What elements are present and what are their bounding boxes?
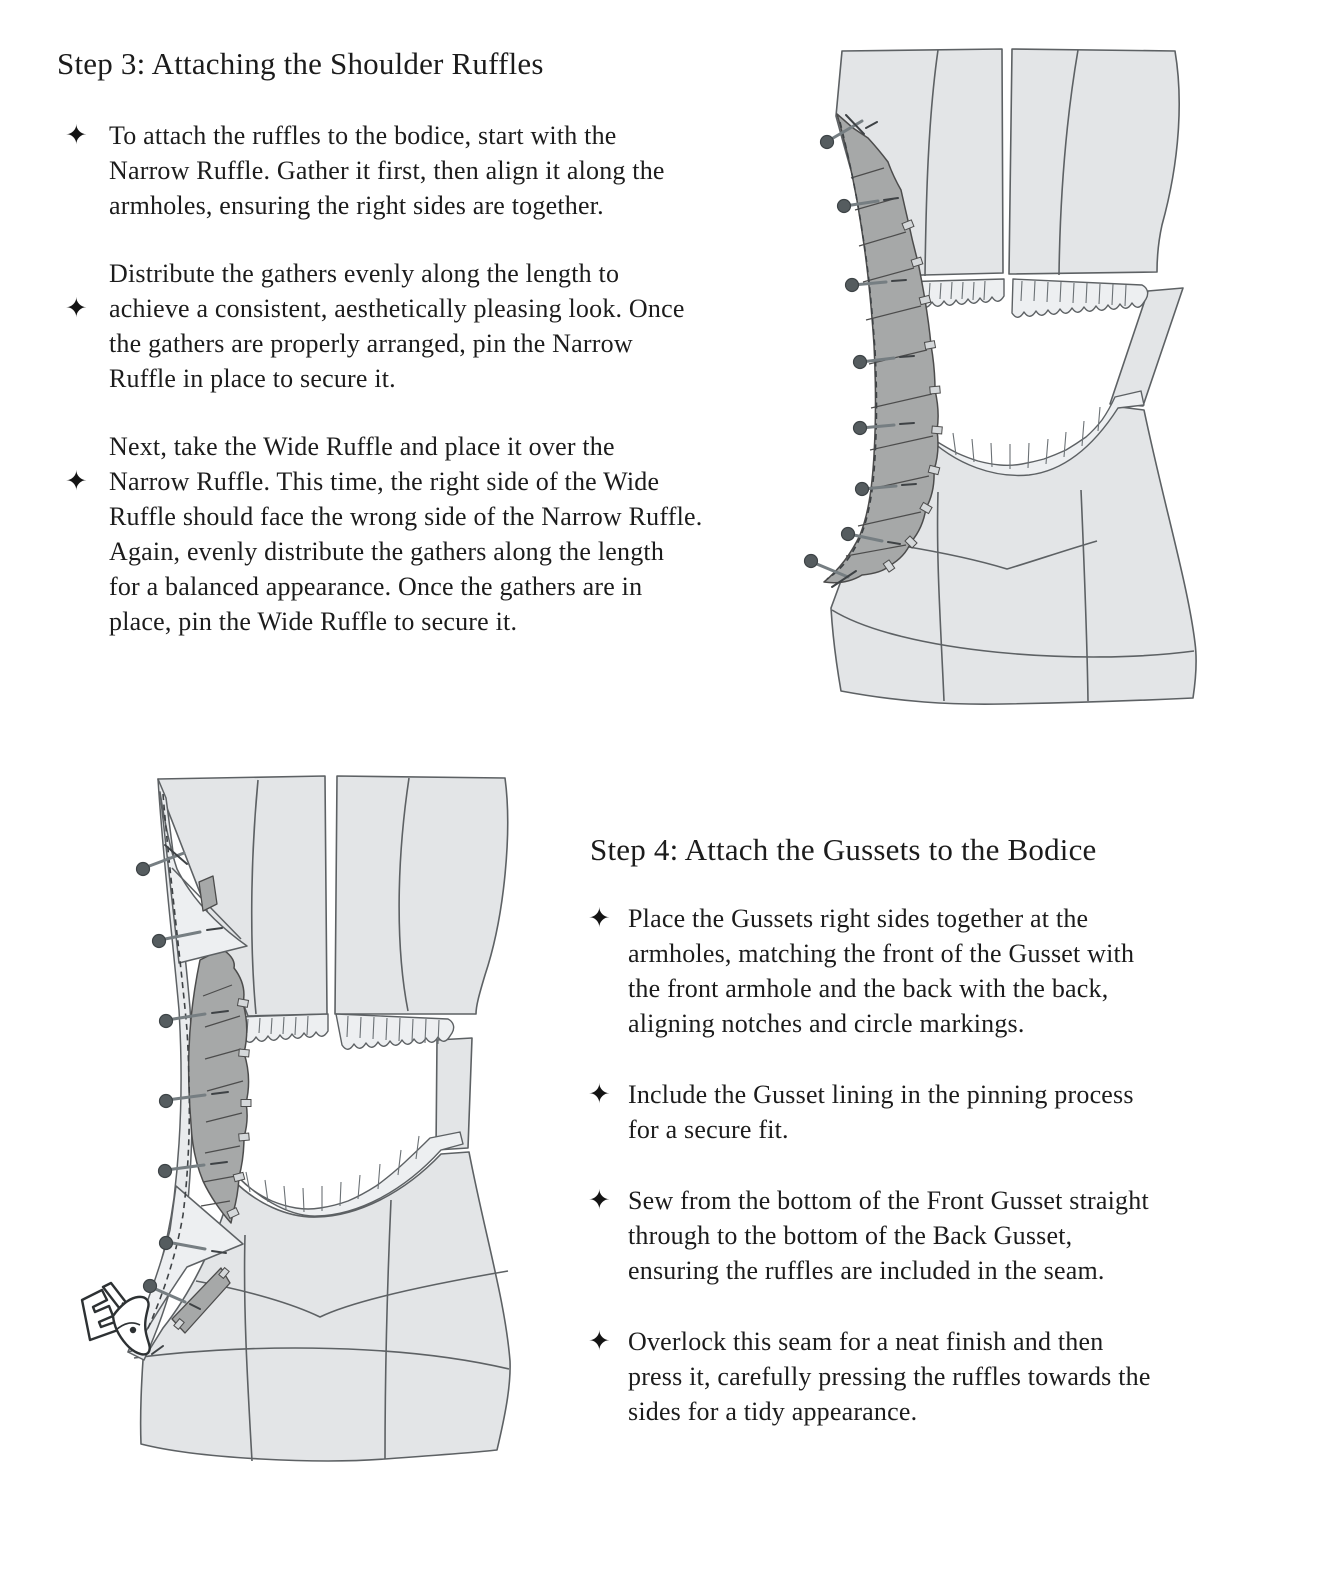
bullet-line: Overlock this seam for a neat finish and then xyxy=(628,1327,1104,1356)
pin-head-icon xyxy=(821,136,834,149)
waist-ruffle-trim-left xyxy=(237,1014,328,1042)
pin-head-icon xyxy=(838,200,851,213)
bullet-line: place, pin the Wide Ruffle to secure it. xyxy=(109,607,518,636)
bullet-line: Include the Gusset lining in the pinning process xyxy=(628,1080,1134,1109)
bullet-line: armholes, matching the front of the Gusset with xyxy=(628,939,1135,968)
four-pointed-star-icon: ✦ xyxy=(588,1185,611,1216)
bullet-line: Ruffle should face the wrong side of the Narrow Ruffle. xyxy=(109,502,703,531)
list-item xyxy=(588,1077,1151,1147)
pin-head-icon xyxy=(160,1015,173,1028)
bullet-line: Next, take the Wide Ruffle and place it over the xyxy=(109,432,615,461)
step3-bullet-list xyxy=(63,118,702,672)
pin-head-icon xyxy=(137,863,150,876)
bullet-line: through to the bottom of the Back Gusset, xyxy=(628,1221,1073,1250)
list-item xyxy=(588,901,1151,1041)
pin-heads xyxy=(137,863,173,1293)
step4-section xyxy=(590,832,1097,868)
figure-top-right xyxy=(790,30,1200,710)
bullet-line: Place the Gussets right sides together at the xyxy=(628,904,1089,933)
bullet-line: for a balanced appearance. Once the gathers are in xyxy=(109,572,643,601)
pin-head-icon xyxy=(846,279,859,292)
four-pointed-star-icon: ✦ xyxy=(65,120,88,151)
upper-back-panel-right xyxy=(335,776,508,1014)
four-pointed-star-icon: ✦ xyxy=(65,293,88,324)
pin-head-icon xyxy=(854,356,867,369)
pin-head-icon xyxy=(805,555,818,568)
bullet-line: achieve a consistent, aesthetically pleasing look. Once xyxy=(109,294,685,323)
bullet-line: ensuring the ruffles are included in the seam. xyxy=(628,1256,1105,1285)
pin-head-icon xyxy=(153,935,166,948)
waist-ruffle-trim-right xyxy=(1012,279,1148,317)
four-pointed-star-icon: ✦ xyxy=(588,1079,611,1110)
bullet-line: Narrow Ruffle. Gather it first, then align it along the xyxy=(109,156,665,185)
bullet-line: sides for a tidy appearance. xyxy=(628,1397,918,1426)
list-item xyxy=(588,1324,1151,1429)
step4-bullet-list xyxy=(588,901,1151,1465)
four-pointed-star-icon: ✦ xyxy=(588,903,611,934)
step3-section xyxy=(57,46,544,82)
list-item xyxy=(63,429,702,639)
bullet-line: the gathers are properly arranged, pin the Narrow xyxy=(109,329,633,358)
pin-head-icon xyxy=(160,1095,173,1108)
bullet-line: Again, evenly distribute the gathers along the length xyxy=(109,537,665,566)
presser-foot-icon xyxy=(82,1283,150,1354)
list-item xyxy=(63,118,702,223)
bullet-line: Ruffle in place to secure it. xyxy=(109,364,396,393)
step4-heading: Step 4: Attach the Gussets to the Bodice xyxy=(590,832,1097,867)
bullet-line: Distribute the gathers evenly along the length to xyxy=(109,259,620,288)
bullet-line: aligning notches and circle markings. xyxy=(628,1009,1025,1038)
bullet-line: Sew from the bottom of the Front Gusset straight xyxy=(628,1186,1149,1215)
pin-head-icon xyxy=(842,528,855,541)
bullet-line: press it, carefully pressing the ruffles towards the xyxy=(628,1362,1151,1391)
bullet-line: Narrow Ruffle. This time, the right side of the Wide xyxy=(109,467,660,496)
four-pointed-star-icon: ✦ xyxy=(65,466,88,497)
upper-back-panel-right xyxy=(1009,49,1179,274)
bullet-line: To attach the ruffles to the bodice, start with the xyxy=(109,121,617,150)
pin-head-icon xyxy=(856,483,869,496)
list-item xyxy=(588,1183,1151,1288)
pin-head-icon xyxy=(160,1237,173,1250)
bodice-illustration-wide-ruffle xyxy=(70,770,530,1470)
waist-ruffle-trim-right xyxy=(336,1014,454,1049)
list-item xyxy=(63,256,702,396)
bodice-illustration-narrow-ruffle xyxy=(790,30,1200,710)
figure-bottom-left xyxy=(70,770,530,1470)
pin-head-icon xyxy=(144,1280,157,1293)
step3-heading: Step 3: Attaching the Shoulder Ruffles xyxy=(57,46,544,81)
bullet-line: the front armhole and the back with the back, xyxy=(628,974,1109,1003)
pin-head-icon xyxy=(159,1165,172,1178)
bullet-line: armholes, ensuring the right sides are together. xyxy=(109,191,604,220)
four-pointed-star-icon: ✦ xyxy=(588,1326,611,1357)
pin-head-icon xyxy=(854,422,867,435)
narrow-ruffle xyxy=(189,949,249,1223)
bullet-line: for a secure fit. xyxy=(628,1115,789,1144)
